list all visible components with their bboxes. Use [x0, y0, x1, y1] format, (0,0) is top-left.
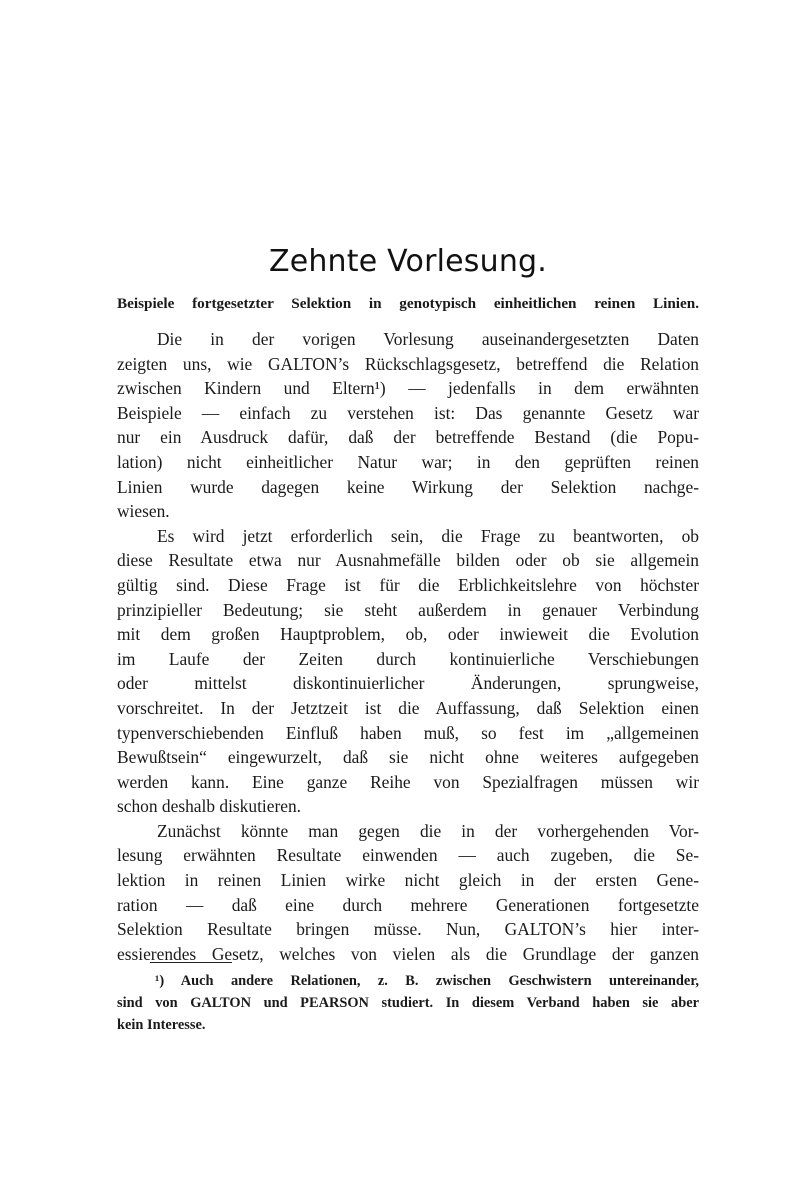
text-line: zeigten uns, wie GALTON’s Rückschlagsgesetz, betreffend die Relation: [117, 353, 699, 374]
text-line: lesung erwähnten Resultate einwenden — auch zugeben, die Se-: [117, 845, 699, 866]
text-line: Es wird jetzt erforderlich sein, die Frage zu beantworten, ob: [157, 525, 699, 546]
text-line: schon deshalb diskutieren.: [117, 796, 302, 817]
text-line: Zunächst könnte man gegen die in der vorhergehenden Vor-: [157, 820, 699, 841]
text-line: mit dem großen Hauptproblem, ob, oder inwieweit die Evolution: [117, 624, 699, 645]
footnote-line: ¹) Auch andere Relationen, z. B. zwischen Geschwistern untereinander,: [155, 973, 699, 989]
text-line: Bewußtsein“ eingewurzelt, daß sie nicht ohne weiteres aufgegeben: [117, 747, 699, 768]
footnote-line: sind von GALTON und PEARSON studiert. In diesem Verband haben sie aber: [117, 995, 699, 1011]
chapter-title: Zehnte Vorlesung.: [268, 244, 548, 279]
footnote-divider: [150, 962, 232, 963]
text-line: zwischen Kindern und Eltern¹) — jedenfalls in dem erwähnten: [117, 378, 699, 399]
text-line: Linien wurde dagegen keine Wirkung der Selektion nachge-: [117, 476, 699, 497]
text-line: ration — daß eine durch mehrere Generationen fortgesetzte: [117, 894, 699, 915]
text-line: lation) nicht einheitlicher Natur war; in den geprüften reinen: [117, 451, 699, 472]
text-line: im Laufe der Zeiten durch kontinuierliche Verschiebungen: [117, 648, 699, 669]
text-line: typenverschiebenden Einfluß haben muß, so fest im „allgemeinen: [117, 722, 699, 743]
text-line: werden kann. Eine ganze Reihe von Spezialfragen müssen wir: [117, 771, 699, 792]
text-line: diese Resultate etwa nur Ausnahmefälle bilden oder ob sie allgemein: [117, 550, 699, 571]
text-line: essierendes Gesetz, welches von vielen als die Grundlage der ganzen: [117, 943, 699, 964]
text-line: wiesen.: [117, 501, 170, 522]
text-line: gültig sind. Diese Frage ist für die Erblichkeitslehre von höchster: [117, 574, 699, 595]
chapter-subtitle: Beispiele fortgesetzter Selektion in genotypisch einheitlichen reinen Linien.: [117, 295, 699, 312]
text-line: Selektion Resultate bringen müsse. Nun, GALTON’s hier inter-: [117, 919, 699, 940]
footnote-line: kein Interesse.: [117, 1017, 206, 1033]
text-line: Die in der vorigen Vorlesung auseinandergesetzten Daten: [157, 329, 699, 349]
text-line: lektion in reinen Linien wirke nicht gleich in der ersten Gene-: [117, 870, 699, 891]
text-line: nur ein Ausdruck dafür, daß der betreffende Bestand (die Popu-: [117, 427, 699, 448]
footnote: [117, 970, 699, 1036]
text-line: Beispiele — einfach zu verstehen ist: Das genannte Gesetz war: [117, 402, 699, 423]
text-line: vorschreitet. In der Jetztzeit ist die Auffassung, daß Selektion einen: [117, 697, 699, 718]
text-line: oder mittelst diskontinuierlicher Änderungen, sprungweise,: [117, 673, 699, 694]
text-line: prinzipieller Bedeutung; sie steht außerdem in genauer Verbindung: [117, 599, 699, 620]
body-text: [117, 327, 699, 966]
